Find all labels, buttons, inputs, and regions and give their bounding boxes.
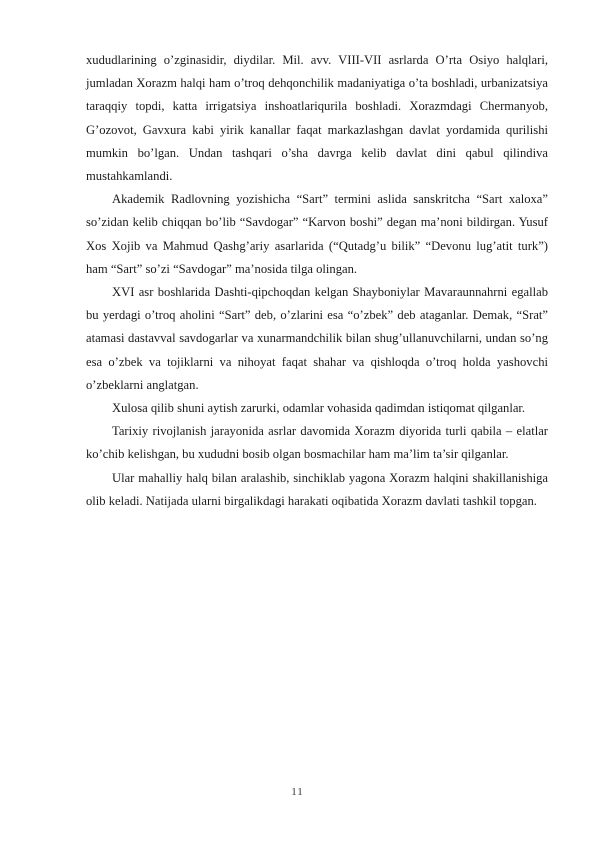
paragraph-historical-development: Tarixiy rivojlanish jarayonida asrlar davomida Xorazm diyorida turli qabila – elatlar ko’chib kelishgan, bu xududni bosib olgan bosmachilar ham ma’lim ta’sir qilganlar. <box>86 424 548 462</box>
paragraph-conclusion: Xulosa qilib shuni aytish zarurki, odamlar vohasida qadimdan istiqomat qilganlar. <box>112 401 526 416</box>
document-body <box>86 49 548 513</box>
paragraph-shayboniylar: XVI asr boshlarida Dashti-qipchoqdan kelgan Shayboniylar Mavaraunnahrni egallab bu yerdagi o’troq aholini “Sart” deb, o’zlarini esa “o’zbek” deb ataganlar. Demak, “Srat” atamasi dastavval savdogarlar va xunarmandchilik bilan shug’ullanuvchilarni, undan so’ng esa o’zbek va tojiklarni va nihoyat faqat shahar va qishloqda o’troq holda yashovchi o’zbeklarni anglatgan. <box>86 285 548 392</box>
page-number: 11 <box>291 786 304 798</box>
paragraph-continuation: xududlarining o’zginasidir, diydilar. Mil. avv. VIII-VII asrlarda O’rta Osiyo halqlari, jumladan Xorazm halqi ham o’troq dehqonchilik madaniyatiga o’ta boshladi, urbanizatsiya taraqqiy topdi, katta irrigatsiya inshoatlariqurila boshladi. Xorazmdagi Chermanyob, G’ozovot, Gavxura kabi yirik kanallar faqat markazlashgan davlat yordamida qurilishi mumkin bo’lgan. Undan tashqari o’sha davrga kelib davlat dini qabul qilindiva mustahkamlandi. <box>86 53 548 184</box>
paragraph-khorezm-state: Ular mahalliy halq bilan aralashib, sinchiklab yagona Xorazm halqini shakillanishiga olib keladi. Natijada ularni birgalikdagi harakati oqibatida Xorazm davlati tashkil topgan. <box>86 470 548 508</box>
paragraph-sart-term: Akademik Radlovning yozishicha “Sart” termini aslida sanskritcha “Sart xaloxa” so’zidan kelib chiqqan bo’lib “Savdogar” “Karvon boshi” degan ma’noni bildirgan. Yusuf Xos Xojib va Mahmud Qashg’ariy asarlarida (“Qutadg’u bilik” “Devonu lug’atit turk”) ham “Sart” so’zi “Savdogar” ma’nosida tilga olingan. <box>86 192 548 276</box>
